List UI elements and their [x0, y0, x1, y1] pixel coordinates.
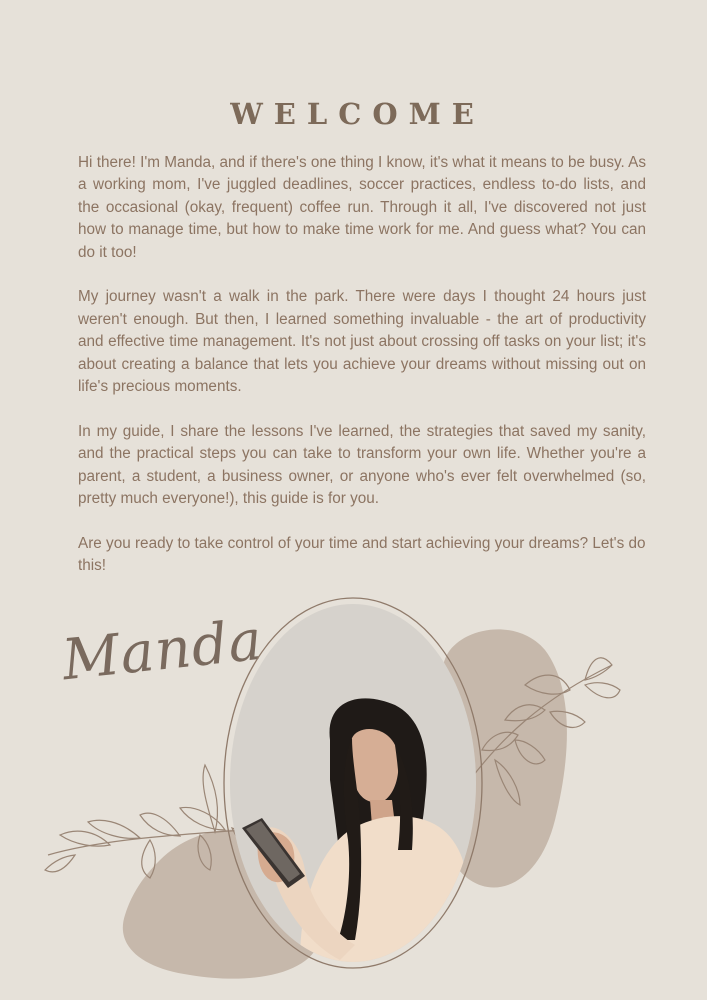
- signature: Manda: [59, 607, 266, 694]
- paragraph-journey: My journey wasn't a walk in the park. There were days I thought 24 hours just weren't enough. But then, I learned something invaluable - the art of productivity and effective time management. It's not just about crossing off tasks on your list; it's about creating a balance that lets you achieve your dreams without missing out on life's precious moments.: [78, 288, 646, 396]
- paragraph-intro: Hi there! I'm Manda, and if there's one thing I know, it's what it means to be busy. As a working mom, I've juggled deadlines, soccer practices, endless to-do lists, and the occasional (okay, frequent) coffee run. Through it all, I've discovered not just how to manage time, but how to make time work for me. And guess what? You can do it too!: [78, 154, 646, 261]
- paragraph-guide: In my guide, I share the lessons I've learned, the strategies that saved my sanity, and the practical steps you can take to transform your own life. Whether you're a parent, a student, a business owner, or anyone who's ever felt overwhelmed (so, pretty much everyone!), this guide is for you.: [78, 422, 646, 508]
- paragraph-call-to-action: Are you ready to take control of your time and start achieving your dreams? Let's do this!: [78, 534, 646, 575]
- page-title: WELCOME: [230, 97, 485, 132]
- portrait-artwork: [0, 580, 707, 1000]
- welcome-letter: [78, 152, 646, 600]
